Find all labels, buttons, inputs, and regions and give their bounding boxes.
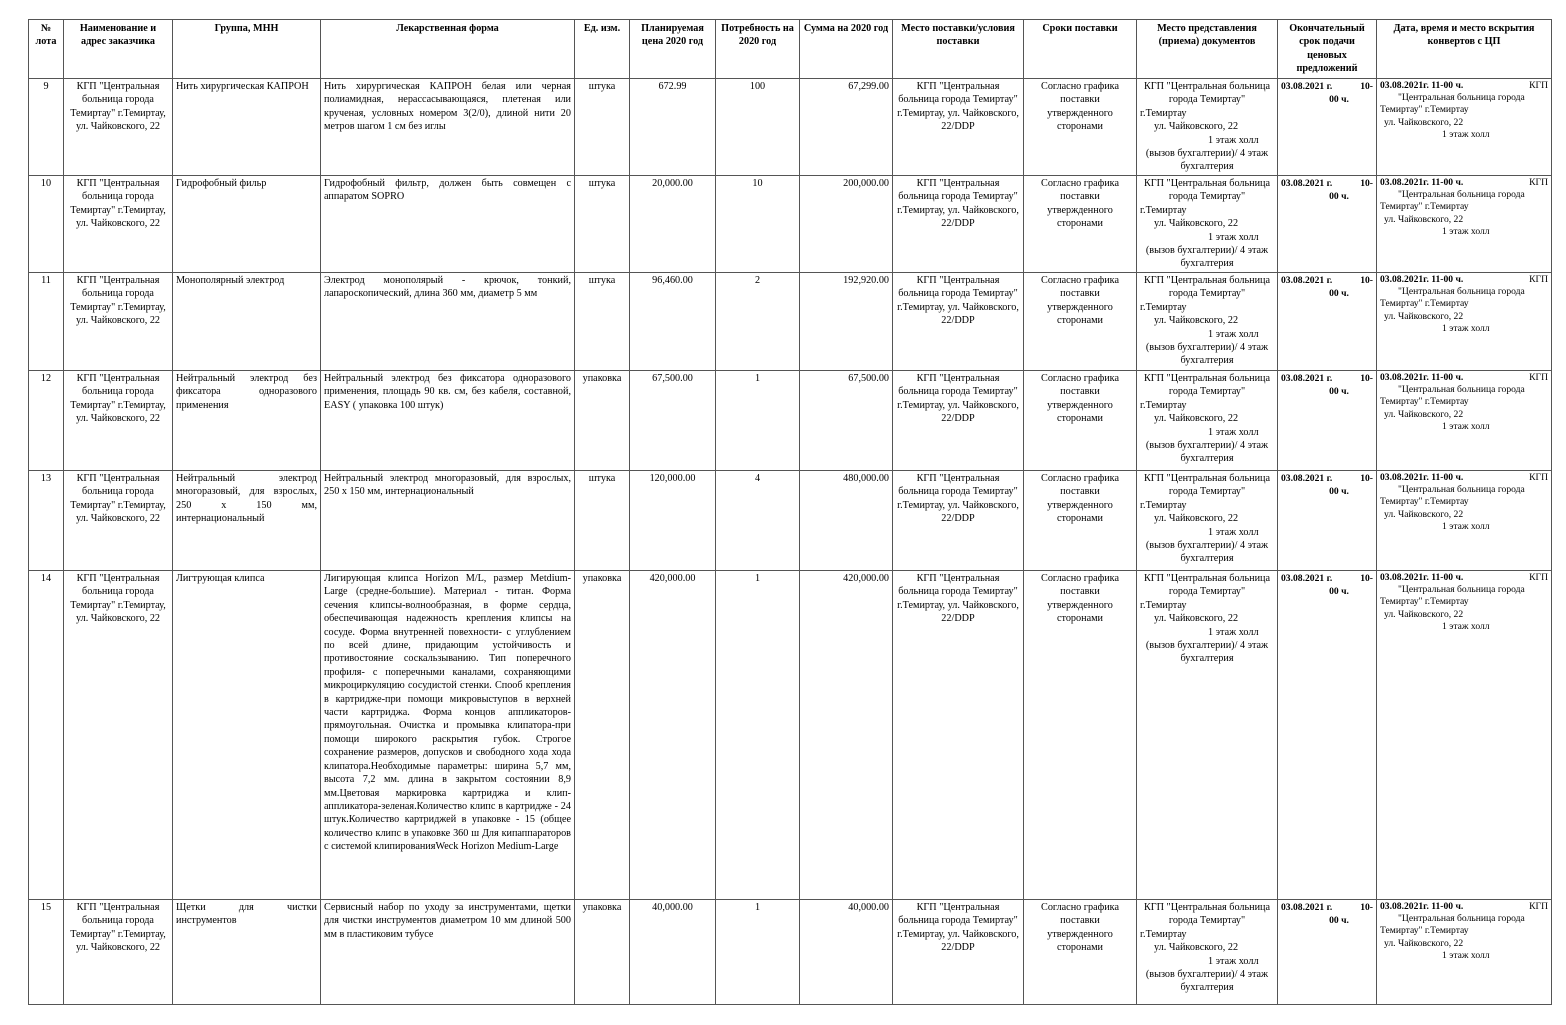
opening-org: КГП xyxy=(1529,472,1548,483)
doc-place-line: (вызов бухгалтерии)/ 4 этаж бухгалтерия xyxy=(1145,245,1269,270)
customer-cell xyxy=(64,79,173,176)
price-cell: 420,000.00 xyxy=(630,571,716,900)
qty-cell: 1 xyxy=(716,571,800,900)
opening-line: "Центральная больница города xyxy=(1398,286,1525,298)
opening-line: Темиртау" г.Темиртау xyxy=(1380,925,1469,937)
delivery-terms-text: Согласно графика поставки утвержденного сторонами xyxy=(1041,902,1119,954)
opening-org: КГП xyxy=(1529,372,1548,383)
price-cell: 20,000.00 xyxy=(630,176,716,273)
doc-place-line: ул. Чайковского, 22 xyxy=(1154,613,1239,625)
doc-place-cell xyxy=(1137,273,1278,371)
lot-number: 11 xyxy=(29,273,64,371)
opening-line: "Центральная больница города xyxy=(1398,92,1525,104)
delivery-place-cell xyxy=(893,371,1024,471)
doc-place-line: г.Темиртау xyxy=(1140,107,1187,119)
group-cell: Нейтральный электрод без фиксатора одноразового применения xyxy=(173,371,321,471)
group-cell: Монополярный электрод xyxy=(173,273,321,371)
opening-line: 1 этаж холл xyxy=(1442,420,1490,432)
doc-place-line: ул. Чайковского, 22 xyxy=(1154,942,1239,954)
opening-line: Темиртау" г.Темиртау xyxy=(1380,396,1469,408)
qty-cell: 1 xyxy=(716,900,800,1005)
doc-place-line: г.Темиртау xyxy=(1140,301,1187,313)
deadline-date: 03.08.2021 г. xyxy=(1281,81,1333,92)
group-cell: Нейтральный электрод многоразовый, для взрослых, 250 х 150 мм, интернациональный xyxy=(173,471,321,571)
customer-cell xyxy=(64,471,173,571)
header-price: Планируемая цена 2020 год xyxy=(630,20,716,79)
sum-cell: 420,000.00 xyxy=(800,571,893,900)
opening-cell xyxy=(1377,900,1552,1005)
doc-place-line: 1 этаж холл xyxy=(1208,231,1259,243)
opening-cell xyxy=(1377,371,1552,471)
form-cell: Нейтральный электрод без фиксатора одноразового применения, площадь 90 кв. см, без кабеля, составной, EASY ( упаковка 100 штук) xyxy=(321,371,575,471)
opening-org: КГП xyxy=(1529,80,1548,91)
delivery-terms-cell xyxy=(1024,79,1137,176)
opening-datetime: 03.08.2021г. 11-00 ч. xyxy=(1380,901,1464,912)
doc-place-line: г.Темиртау xyxy=(1140,928,1187,940)
delivery-terms-text: Согласно графика поставки утвержденного сторонами xyxy=(1041,275,1119,327)
opening-line: 1 этаж холл xyxy=(1442,225,1490,237)
unit-cell: штука xyxy=(575,273,630,371)
doc-place-line: (вызов бухгалтерии)/ 4 этаж бухгалтерия xyxy=(1145,440,1269,465)
header-doc-place: Место представления (приема) документов xyxy=(1137,20,1278,79)
sum-cell: 200,000.00 xyxy=(800,176,893,273)
header-group: Группа, МНН xyxy=(173,20,321,79)
delivery-place-text: КГП "Центральная больница города Темиртау" г.Темиртау, ул. Чайковского, 22/DDP xyxy=(897,573,1019,625)
sum-cell: 40,000.00 xyxy=(800,900,893,1005)
table-body xyxy=(29,79,1552,1005)
opening-line: Темиртау" г.Темиртау xyxy=(1380,298,1469,310)
doc-place-line: КГП "Центральная больница города Темиртау" xyxy=(1143,178,1271,203)
customer-cell xyxy=(64,176,173,273)
doc-place-line: г.Темиртау xyxy=(1140,399,1187,411)
opening-line: Темиртау" г.Темиртау xyxy=(1380,596,1469,608)
opening-datetime: 03.08.2021г. 11-00 ч. xyxy=(1380,372,1464,383)
opening-line: 1 этаж холл xyxy=(1442,520,1490,532)
delivery-terms-text: Согласно графика поставки утвержденного сторонами xyxy=(1041,473,1119,525)
unit-cell: упаковка xyxy=(575,571,630,900)
deadline-date: 03.08.2021 г. xyxy=(1281,373,1333,384)
doc-place-cell xyxy=(1137,471,1278,571)
opening-cell xyxy=(1377,471,1552,571)
deadline-cell xyxy=(1278,79,1377,176)
opening-org: КГП xyxy=(1529,177,1548,188)
qty-cell: 1 xyxy=(716,371,800,471)
deadline-date: 03.08.2021 г. xyxy=(1281,473,1333,484)
delivery-place-text: КГП "Центральная больница города Темиртау" г.Темиртау, ул. Чайковского, 22/DDP xyxy=(897,373,1019,425)
header-lot-no: № лота xyxy=(29,20,64,79)
form-cell: Гидрофобный фильтр, должен быть совмещен с аппаратом SOPRO xyxy=(321,176,575,273)
opening-line: 1 этаж холл xyxy=(1442,128,1490,140)
deadline-time-a: 10- xyxy=(1360,81,1373,92)
group-cell: Нить хирургическая КАПРОН xyxy=(173,79,321,176)
deadline-time-b: 00 ч. xyxy=(1329,94,1349,106)
deadline-date: 03.08.2021 г. xyxy=(1281,178,1333,189)
sum-cell: 480,000.00 xyxy=(800,471,893,571)
deadline-cell xyxy=(1278,176,1377,273)
deadline-date: 03.08.2021 г. xyxy=(1281,275,1333,286)
delivery-place-text: КГП "Центральная больница города Темиртау" г.Темиртау, ул. Чайковского, 22/DDP xyxy=(897,902,1019,954)
sum-cell: 192,920.00 xyxy=(800,273,893,371)
sum-cell: 67,500.00 xyxy=(800,371,893,471)
opening-line: "Центральная больница города xyxy=(1398,189,1525,201)
opening-line: 1 этаж холл xyxy=(1442,322,1490,334)
qty-cell: 100 xyxy=(716,79,800,176)
header-qty: Потребность на 2020 год xyxy=(716,20,800,79)
opening-line: ул. Чайковского, 22 xyxy=(1384,608,1464,620)
delivery-terms-cell xyxy=(1024,571,1137,900)
deadline-time-b: 00 ч. xyxy=(1329,915,1349,927)
delivery-terms-cell xyxy=(1024,900,1137,1005)
procurement-table xyxy=(28,19,1552,1005)
deadline-time-b: 00 ч. xyxy=(1329,288,1349,300)
delivery-place-cell xyxy=(893,471,1024,571)
opening-cell xyxy=(1377,176,1552,273)
opening-cell xyxy=(1377,273,1552,371)
price-cell: 40,000.00 xyxy=(630,900,716,1005)
deadline-time-b: 00 ч. xyxy=(1329,386,1349,398)
opening-org: КГП xyxy=(1529,901,1548,912)
doc-place-line: 1 этаж холл xyxy=(1208,626,1259,638)
doc-place-cell xyxy=(1137,79,1278,176)
delivery-place-cell xyxy=(893,900,1024,1005)
deadline-cell xyxy=(1278,900,1377,1005)
delivery-place-text: КГП "Центральная больница города Темиртау" г.Темиртау, ул. Чайковского, 22/DDP xyxy=(897,473,1019,525)
doc-place-line: КГП "Центральная больница города Темиртау" xyxy=(1143,81,1271,106)
group-cell: Щетки для чистки инструментов xyxy=(173,900,321,1005)
doc-place-line: (вызов бухгалтерии)/ 4 этаж бухгалтерия xyxy=(1145,640,1269,665)
table-row xyxy=(29,900,1552,1005)
customer-text: КГП "Центральная больница города Темиртау" г.Темиртау, ул. Чайковского, 22 xyxy=(70,81,166,133)
header-unit: Ед. изм. xyxy=(575,20,630,79)
doc-place-line: ул. Чайковского, 22 xyxy=(1154,121,1239,133)
table-row xyxy=(29,471,1552,571)
doc-place-cell xyxy=(1137,371,1278,471)
form-cell: Лигирующая клипса Horizon M/L, размер Metdium-Large (средне-большие). Материал - титан. Форма сечения клипсы-волнообразная, в форме сердца, обеспечивающая надежность крепления клипсы на сосуде. Форма внутренней повехности- с углублением по всей длине, придающим устойчивость и противостояние соскальзыванию. Тип поперечного профиля- с поперечными каналами, сохраняющими микроциркуляцию сосудистой стенки. Спооб крепления в картридже-при помощи микровыступов в верхней части картриджа. Форма концов аппликаторов-прямоугольная. Очистка и промывка клипатора-при помощи широкого раскрытия губок. Строгое сохранение размеров, допусков и свободного хода хода клипатора.Необходимые параметры: ширина 5,7 мм, высота 7,2 мм. длина в закрытом состоянии 8,9 мм.Цветовая маркировка картриджа и клип-аппликатора-зеленая.Количество клипс в картридже - 24 штук.Количество картриджей в упаковке - 15 (общее количество клипс в упаковке 360 ш Для кипаппараторов с системой клипированияWeck Horizon Medium-Large xyxy=(321,571,575,900)
deadline-time-a: 10- xyxy=(1360,473,1373,484)
table-row xyxy=(29,371,1552,471)
header-deadline: Окончательный срок подачи ценовых предложений xyxy=(1278,20,1377,79)
delivery-place-cell xyxy=(893,79,1024,176)
lot-number: 14 xyxy=(29,571,64,900)
deadline-time-a: 10- xyxy=(1360,178,1373,189)
form-cell: Сервисный набор по уходу за инструментами, щетки для чистки инструментов диаметром 10 мм длиной 500 мм в пластиковим тубусе xyxy=(321,900,575,1005)
opening-line: ул. Чайковского, 22 xyxy=(1384,310,1464,322)
customer-text: КГП "Центральная больница города Темиртау" г.Темиртау, ул. Чайковского, 22 xyxy=(70,178,166,230)
header-customer: Наименование и адрес заказчика xyxy=(64,20,173,79)
unit-cell: упаковка xyxy=(575,371,630,471)
group-cell: Гидрофобный фильр xyxy=(173,176,321,273)
header-delivery-place: Место поставки/условия поставки xyxy=(893,20,1024,79)
delivery-terms-cell xyxy=(1024,371,1137,471)
qty-cell: 2 xyxy=(716,273,800,371)
header-opening: Дата, время и место вскрытия конвертов с ЦП xyxy=(1377,20,1552,79)
doc-place-cell xyxy=(1137,571,1278,900)
doc-place-line: ул. Чайковского, 22 xyxy=(1154,413,1239,425)
customer-cell xyxy=(64,273,173,371)
customer-text: КГП "Центральная больница города Темиртау" г.Темиртау, ул. Чайковского, 22 xyxy=(70,373,166,425)
doc-place-line: КГП "Центральная больница города Темиртау" xyxy=(1143,902,1271,927)
opening-line: "Центральная больница города xyxy=(1398,484,1525,496)
lot-number: 12 xyxy=(29,371,64,471)
form-cell: Нейтральный электрод многоразовый, для взрослых, 250 х 150 мм, интернациональный xyxy=(321,471,575,571)
deadline-time-b: 00 ч. xyxy=(1329,486,1349,498)
deadline-cell xyxy=(1278,371,1377,471)
doc-place-line: ул. Чайковского, 22 xyxy=(1154,218,1239,230)
form-cell: Электрод монополярый - крючок, тонкий, лапароскопический, длина 360 мм, диаметр 5 мм xyxy=(321,273,575,371)
opening-line: 1 этаж холл xyxy=(1442,620,1490,632)
opening-org: КГП xyxy=(1529,572,1548,583)
lot-number: 9 xyxy=(29,79,64,176)
doc-place-line: (вызов бухгалтерии)/ 4 этаж бухгалтерия xyxy=(1145,342,1269,367)
deadline-time-a: 10- xyxy=(1360,373,1373,384)
opening-line: ул. Чайковского, 22 xyxy=(1384,213,1464,225)
table-row xyxy=(29,79,1552,176)
lot-number: 10 xyxy=(29,176,64,273)
delivery-place-cell xyxy=(893,273,1024,371)
doc-place-line: г.Темиртау xyxy=(1140,599,1187,611)
delivery-terms-cell xyxy=(1024,273,1137,371)
table-row xyxy=(29,273,1552,371)
doc-place-line: (вызов бухгалтерии)/ 4 этаж бухгалтерия xyxy=(1145,540,1269,565)
doc-place-cell xyxy=(1137,176,1278,273)
customer-cell xyxy=(64,371,173,471)
lot-number: 13 xyxy=(29,471,64,571)
delivery-place-cell xyxy=(893,571,1024,900)
delivery-place-cell xyxy=(893,176,1024,273)
price-cell: 672.99 xyxy=(630,79,716,176)
deadline-cell xyxy=(1278,273,1377,371)
opening-line: Темиртау" г.Темиртау xyxy=(1380,201,1469,213)
price-cell: 96,460.00 xyxy=(630,273,716,371)
delivery-terms-text: Согласно графика поставки утвержденного сторонами xyxy=(1041,573,1119,625)
doc-place-line: 1 этаж холл xyxy=(1208,328,1259,340)
deadline-date: 03.08.2021 г. xyxy=(1281,902,1333,913)
delivery-terms-cell xyxy=(1024,471,1137,571)
qty-cell: 10 xyxy=(716,176,800,273)
opening-line: "Центральная больница города xyxy=(1398,384,1525,396)
opening-cell xyxy=(1377,571,1552,900)
table-row xyxy=(29,176,1552,273)
opening-line: ул. Чайковского, 22 xyxy=(1384,116,1464,128)
unit-cell: упаковка xyxy=(575,900,630,1005)
customer-text: КГП "Центральная больница города Темиртау" г.Темиртау, ул. Чайковского, 22 xyxy=(70,473,166,525)
unit-cell: штука xyxy=(575,471,630,571)
doc-place-line: КГП "Центральная больница города Темиртау" xyxy=(1143,473,1271,498)
delivery-place-text: КГП "Центральная больница города Темиртау" г.Темиртау, ул. Чайковского, 22/DDP xyxy=(897,81,1019,133)
unit-cell: штука xyxy=(575,79,630,176)
group-cell: Лигтрующая клипса xyxy=(173,571,321,900)
doc-place-line: КГП "Центральная больница города Темиртау" xyxy=(1143,373,1271,398)
deadline-time-a: 10- xyxy=(1360,573,1373,584)
opening-line: Темиртау" г.Темиртау xyxy=(1380,496,1469,508)
doc-place-line: ул. Чайковского, 22 xyxy=(1154,513,1239,525)
doc-place-line: 1 этаж холл xyxy=(1208,526,1259,538)
doc-place-line: КГП "Центральная больница города Темиртау" xyxy=(1143,275,1271,300)
header-form: Лекарственная форма xyxy=(321,20,575,79)
deadline-time-b: 00 ч. xyxy=(1329,586,1349,598)
doc-place-line: г.Темиртау xyxy=(1140,499,1187,511)
deadline-time-a: 10- xyxy=(1360,902,1373,913)
customer-cell xyxy=(64,571,173,900)
delivery-terms-text: Согласно графика поставки утвержденного сторонами xyxy=(1041,178,1119,230)
form-cell: Нить хирургическая КАПРОН белая или черная полиамидная, нерассасывающаяся, плетеная или крученая, условных номером 3(2/0), длиной нити 20 метров шагом 1 см без иглы xyxy=(321,79,575,176)
header-row xyxy=(29,20,1552,79)
opening-org: КГП xyxy=(1529,274,1548,285)
doc-place-line: (вызов бухгалтерии)/ 4 этаж бухгалтерия xyxy=(1145,148,1269,173)
customer-text: КГП "Центральная больница города Темиртау" г.Темиртау, ул. Чайковского, 22 xyxy=(70,902,166,954)
qty-cell: 4 xyxy=(716,471,800,571)
deadline-time-a: 10- xyxy=(1360,275,1373,286)
opening-datetime: 03.08.2021г. 11-00 ч. xyxy=(1380,80,1464,91)
price-cell: 67,500.00 xyxy=(630,371,716,471)
header-delivery-terms: Сроки поставки xyxy=(1024,20,1137,79)
opening-cell xyxy=(1377,79,1552,176)
opening-line: ул. Чайковского, 22 xyxy=(1384,937,1464,949)
opening-line: ул. Чайковского, 22 xyxy=(1384,508,1464,520)
opening-datetime: 03.08.2021г. 11-00 ч. xyxy=(1380,572,1464,583)
doc-place-line: КГП "Центральная больница города Темиртау" xyxy=(1143,573,1271,598)
doc-place-line: 1 этаж холл xyxy=(1208,426,1259,438)
deadline-cell xyxy=(1278,471,1377,571)
doc-place-line: (вызов бухгалтерии)/ 4 этаж бухгалтерия xyxy=(1145,969,1269,994)
opening-line: ул. Чайковского, 22 xyxy=(1384,408,1464,420)
delivery-terms-text: Согласно графика поставки утвержденного сторонами xyxy=(1041,81,1119,133)
opening-datetime: 03.08.2021г. 11-00 ч. xyxy=(1380,274,1464,285)
deadline-date: 03.08.2021 г. xyxy=(1281,573,1333,584)
delivery-terms-text: Согласно графика поставки утвержденного сторонами xyxy=(1041,373,1119,425)
sum-cell: 67,299.00 xyxy=(800,79,893,176)
price-cell: 120,000.00 xyxy=(630,471,716,571)
doc-place-line: 1 этаж холл xyxy=(1208,134,1259,146)
doc-place-line: 1 этаж холл xyxy=(1208,955,1259,967)
opening-line: 1 этаж холл xyxy=(1442,949,1490,961)
deadline-time-b: 00 ч. xyxy=(1329,191,1349,203)
delivery-place-text: КГП "Центральная больница города Темиртау" г.Темиртау, ул. Чайковского, 22/DDP xyxy=(897,275,1019,327)
opening-line: "Центральная больница города xyxy=(1398,913,1525,925)
deadline-cell xyxy=(1278,571,1377,900)
table-row xyxy=(29,571,1552,900)
opening-datetime: 03.08.2021г. 11-00 ч. xyxy=(1380,177,1464,188)
doc-place-line: ул. Чайковского, 22 xyxy=(1154,315,1239,327)
customer-cell xyxy=(64,900,173,1005)
unit-cell: штука xyxy=(575,176,630,273)
opening-line: "Центральная больница города xyxy=(1398,584,1525,596)
doc-place-cell xyxy=(1137,900,1278,1005)
doc-place-line: г.Темиртау xyxy=(1140,204,1187,216)
opening-line: Темиртау" г.Темиртау xyxy=(1380,104,1469,116)
opening-datetime: 03.08.2021г. 11-00 ч. xyxy=(1380,472,1464,483)
delivery-terms-cell xyxy=(1024,176,1137,273)
lot-number: 15 xyxy=(29,900,64,1005)
customer-text: КГП "Центральная больница города Темиртау" г.Темиртау, ул. Чайковского, 22 xyxy=(70,573,166,625)
header-sum: Сумма на 2020 год xyxy=(800,20,893,79)
delivery-place-text: КГП "Центральная больница города Темиртау" г.Темиртау, ул. Чайковского, 22/DDP xyxy=(897,178,1019,230)
customer-text: КГП "Центральная больница города Темиртау" г.Темиртау, ул. Чайковского, 22 xyxy=(70,275,166,327)
